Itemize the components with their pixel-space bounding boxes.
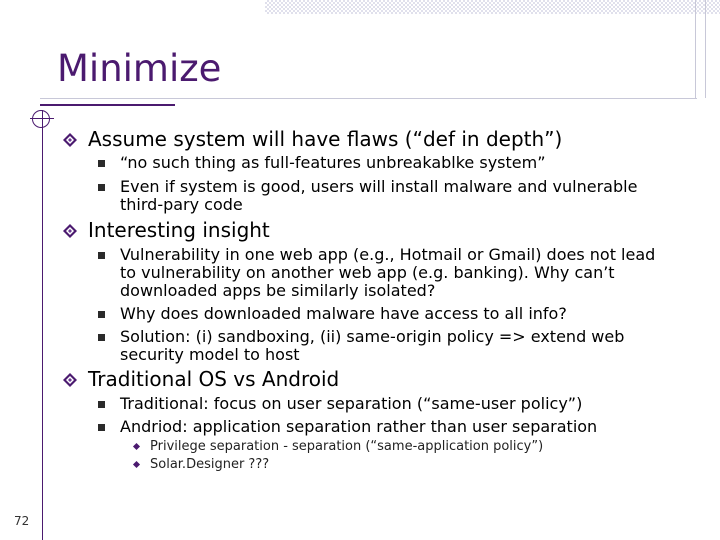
square-bullet-icon xyxy=(98,252,105,259)
decorative-line xyxy=(705,0,706,98)
decorative-line xyxy=(695,0,696,98)
bullet-text: Assume system will have flaws (“def in depth”) xyxy=(88,127,563,151)
sub-bullet-text: Traditional: focus on user separation (“same-user policy”) xyxy=(120,394,583,413)
sub-sub-bullet-text: Solar.Designer ??? xyxy=(150,457,270,472)
sub-sub-bullet-text: Privilege separation - separation (“same-application policy”) xyxy=(150,439,544,454)
sub-bullet-text: Solution: (i) sandboxing, (ii) same-origin policy => extend web security model to host xyxy=(120,327,625,364)
decorative-checker-band xyxy=(265,0,720,14)
decorative-line xyxy=(40,98,697,99)
sub-bullet-text: Even if system is good, users will install malware and vulnerable third-pary code xyxy=(120,177,638,214)
square-bullet-icon xyxy=(98,401,105,408)
diamond-dot-bullet-icon xyxy=(133,461,140,468)
square-bullet-icon xyxy=(98,311,105,318)
sub-bullet-text: Andriod: application separation rather than user separation xyxy=(120,417,598,436)
crosshair-circle-icon xyxy=(32,110,50,128)
sub-bullet-text: Vulnerability in one web app (e.g., Hotmail or Gmail) does not lead to vulnerability on another web app (e.g. banking). Why can’t downloaded apps be similarly isolated? xyxy=(120,245,656,300)
square-bullet-icon xyxy=(98,424,105,431)
square-bullet-icon xyxy=(98,184,105,191)
title-underline xyxy=(40,104,175,106)
slide-title: Minimize xyxy=(57,47,222,90)
diamond-bullet-icon xyxy=(63,224,77,238)
square-bullet-icon xyxy=(98,334,105,341)
diamond-dot-bullet-icon xyxy=(133,443,140,450)
sub-bullet-text: Why does downloaded malware have access to all info? xyxy=(120,304,567,323)
crosshair-line xyxy=(30,118,54,119)
square-bullet-icon xyxy=(98,160,105,167)
diamond-bullet-icon xyxy=(63,373,77,387)
bullet-text: Interesting insight xyxy=(88,218,270,242)
bullet-text: Traditional OS vs Android xyxy=(88,367,340,391)
decorative-vertical-rule xyxy=(42,110,43,540)
diamond-bullet-icon xyxy=(63,133,77,147)
page-number: 72 xyxy=(14,514,30,528)
sub-bullet-text: “no such thing as full-features unbreakablke system” xyxy=(120,153,546,172)
